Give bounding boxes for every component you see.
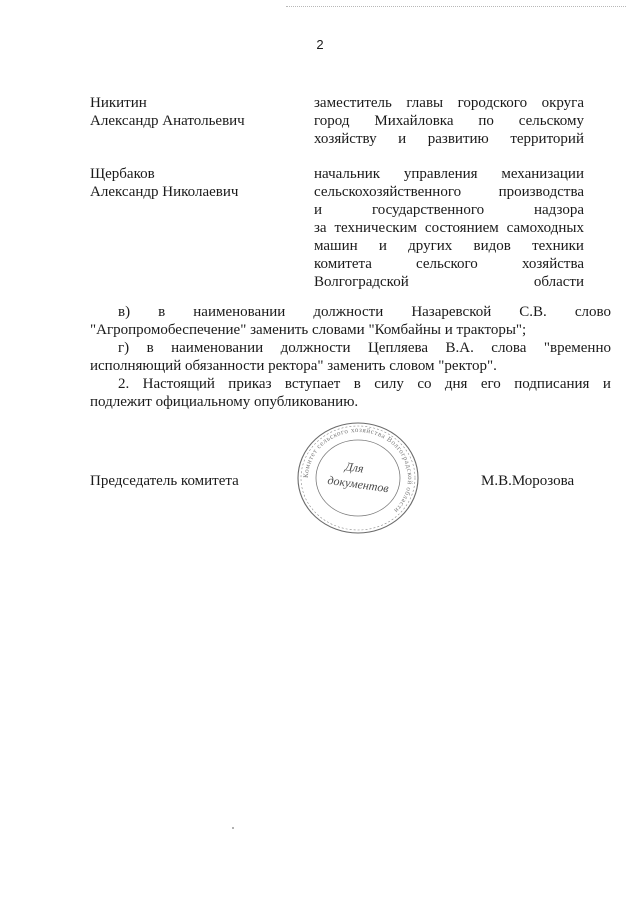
word: техники [532, 238, 584, 254]
word: в [158, 304, 166, 320]
paragraph-v [90, 303, 611, 339]
word: дня [444, 376, 468, 392]
paragraph-line [90, 339, 611, 357]
word: его [480, 376, 501, 392]
position-line: хозяйству и развитию территорий [314, 131, 584, 147]
name-line: Александр Николаевич [90, 184, 239, 200]
word: наименовании [193, 304, 286, 320]
position-line [314, 183, 584, 201]
word: в [353, 376, 361, 392]
word: городского [457, 95, 528, 111]
word: округа [541, 95, 584, 111]
word: начальник [314, 166, 381, 182]
person-name [90, 165, 290, 201]
word: в) [118, 304, 131, 320]
scan-speck [232, 827, 234, 829]
paragraph-line: "Агропромобеспечение" заменить словами "Комбайны и тракторы"; [90, 322, 527, 338]
word: сельского [416, 256, 478, 272]
paragraph-item-2 [90, 375, 611, 411]
word: "временно [543, 340, 611, 356]
position-line [314, 112, 584, 130]
word: силу [374, 376, 404, 392]
word: слова [491, 340, 527, 356]
document-stamp [293, 420, 423, 536]
person-position [314, 165, 584, 291]
word: государственного [371, 202, 485, 218]
word: слово [574, 304, 611, 320]
word: С.В. [519, 304, 547, 320]
position-line [314, 255, 584, 273]
word: надзора [534, 202, 584, 218]
stamp-text-line-1: Для [344, 459, 365, 476]
paragraph-line [90, 375, 611, 393]
word: 2. [118, 376, 130, 392]
paragraph-line: исполняющий обязанности ректора" заменить словом "ректор". [90, 358, 497, 374]
position-line [314, 237, 584, 255]
word: состоянием [424, 220, 499, 236]
word: в [146, 340, 154, 356]
name-line: Щербаков [90, 166, 155, 182]
word: хозяйства [521, 256, 584, 272]
paragraph-line [90, 303, 611, 321]
paragraph-line: подлежит официальному опубликованию. [90, 394, 359, 410]
word: и [602, 376, 611, 392]
position-line: Волгоградской области [314, 274, 584, 290]
top-rule [286, 6, 626, 7]
person-name [90, 94, 290, 130]
word: должности [280, 340, 351, 356]
word: Михайловка [374, 113, 454, 129]
word: по [478, 113, 494, 129]
word: В.А. [445, 340, 474, 356]
stamp-text-line-2: документов [326, 472, 390, 496]
word: наименовании [171, 340, 264, 356]
page-number: 2 [316, 37, 324, 52]
position-line [314, 219, 584, 237]
word: Настоящий [142, 376, 215, 392]
stamp-ring-text: Комитет сельского хозяйства Волгоградской области [301, 425, 415, 515]
word: сельскому [518, 113, 584, 129]
word: Цепляева [367, 340, 429, 356]
position-line [314, 201, 584, 219]
word: город [314, 113, 350, 129]
word: производства [498, 184, 584, 200]
position-line [314, 94, 584, 112]
signatory-name: М.В.Морозова [481, 473, 575, 489]
word: заместитель [314, 95, 392, 111]
word: подписания [514, 376, 590, 392]
name-line: Никитин [90, 95, 147, 111]
word: сельскохозяйственного [314, 184, 462, 200]
word: комитета [314, 256, 372, 272]
signatory-role: Председатель комитета [90, 473, 239, 489]
word: Назаревской [411, 304, 492, 320]
word: механизации [501, 166, 584, 182]
word: со [417, 376, 432, 392]
word: машин [314, 238, 358, 254]
word: главы [406, 95, 444, 111]
word: техническим [334, 220, 418, 236]
word: и [314, 202, 323, 218]
paragraph-g [90, 339, 611, 375]
person-position [314, 94, 584, 148]
word: вступает [284, 376, 341, 392]
word: за [314, 220, 327, 236]
word: должности [313, 304, 384, 320]
word: г) [118, 340, 130, 356]
word: видов [473, 238, 511, 254]
word: других [408, 238, 453, 254]
name-line: Александр Анатольевич [90, 113, 245, 129]
word: самоходных [506, 220, 584, 236]
position-line [314, 165, 584, 183]
word: управления [403, 166, 478, 182]
word: приказ [228, 376, 272, 392]
word: и [378, 238, 387, 254]
